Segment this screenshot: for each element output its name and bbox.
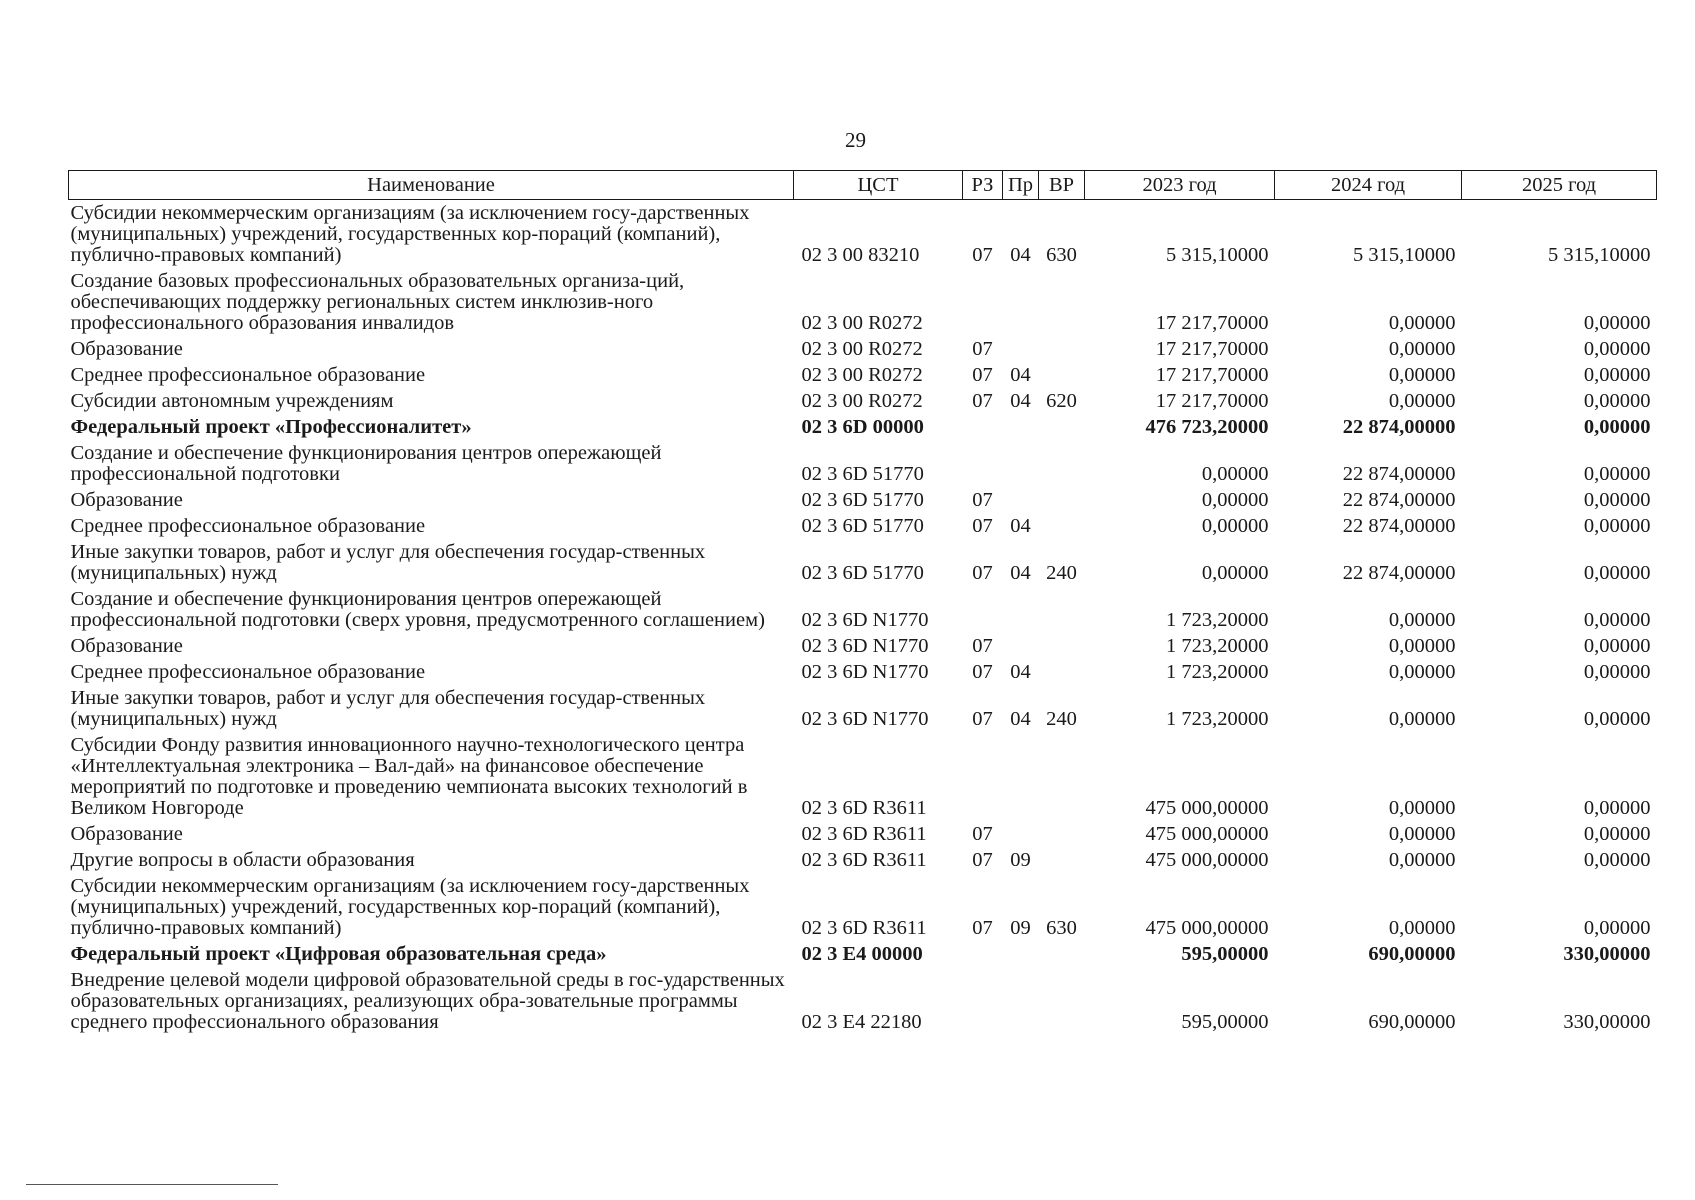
table-header-row xyxy=(69,171,1657,200)
cell-pr xyxy=(1003,336,1039,362)
table-row xyxy=(69,200,1657,269)
cell-2023: 475 000,00000 xyxy=(1145,823,1269,845)
cell-2023: 0,00000 xyxy=(1201,463,1269,485)
cell-rz xyxy=(963,732,1003,821)
cell-pr: 09 xyxy=(1010,849,1031,871)
cell-2025: 330,00000 xyxy=(1563,943,1651,965)
cell-pr: 04 xyxy=(1010,364,1031,386)
cell-cst: 02 3 6D N1770 xyxy=(801,609,929,631)
header-2024: 2024 год xyxy=(1275,171,1462,200)
cell-2024: 0,00000 xyxy=(1388,823,1456,845)
cell-2023: 595,00000 xyxy=(1181,943,1269,965)
cell-vr xyxy=(1039,941,1085,967)
cell-2024: 0,00000 xyxy=(1388,609,1456,631)
cell-2023: 475 000,00000 xyxy=(1145,797,1269,819)
cell-pr xyxy=(1003,732,1039,821)
cell-2023: 0,00000 xyxy=(1201,489,1269,511)
cell-cst: 02 3 E4 00000 xyxy=(801,943,923,965)
cell-cst: 02 3 00 R0272 xyxy=(801,312,923,334)
cell-rz: 07 xyxy=(972,917,993,939)
header-2025: 2025 год xyxy=(1462,171,1657,200)
cell-rz: 07 xyxy=(972,661,993,683)
cell-2025: 0,00000 xyxy=(1583,849,1651,871)
cell-vr xyxy=(1039,586,1085,633)
table-row xyxy=(69,414,1657,440)
cell-2023: 595,00000 xyxy=(1181,1011,1269,1033)
cell-rz xyxy=(963,967,1003,1035)
cell-rz: 07 xyxy=(972,244,993,266)
cell-pr xyxy=(1003,633,1039,659)
cell-pr: 04 xyxy=(1010,390,1031,412)
table-row xyxy=(69,362,1657,388)
cell-vr: 630 xyxy=(1046,244,1077,266)
cell-rz xyxy=(963,440,1003,487)
table-row xyxy=(69,539,1657,586)
cell-cst: 02 3 6D N1770 xyxy=(801,661,929,683)
table-row xyxy=(69,440,1657,487)
cell-2025: 0,00000 xyxy=(1583,635,1651,657)
cell-2024: 22 874,00000 xyxy=(1342,463,1456,485)
cell-2025: 0,00000 xyxy=(1583,917,1651,939)
cell-rz: 07 xyxy=(972,635,993,657)
cell-vr: 240 xyxy=(1046,562,1077,584)
cell-2025: 0,00000 xyxy=(1583,797,1651,819)
cell-cst: 02 3 6D 51770 xyxy=(801,489,924,511)
cell-pr xyxy=(1003,821,1039,847)
cell-2025: 330,00000 xyxy=(1563,1011,1651,1033)
cell-cst: 02 3 6D 51770 xyxy=(801,515,924,537)
cell-rz: 07 xyxy=(972,390,993,412)
table-row xyxy=(69,941,1657,967)
cell-rz xyxy=(963,414,1003,440)
cell-cst: 02 3 6D N1770 xyxy=(801,708,929,730)
cell-vr xyxy=(1039,633,1085,659)
cell-vr: 620 xyxy=(1046,390,1077,412)
cell-name: Иные закупки товаров, работ и услуг для обеспечения государ-ственных (муниципальных) нужд xyxy=(70,541,706,584)
cell-rz xyxy=(963,941,1003,967)
cell-2025: 0,00000 xyxy=(1583,338,1651,360)
table-row xyxy=(69,586,1657,633)
cell-2025: 0,00000 xyxy=(1583,364,1651,386)
table-row xyxy=(69,821,1657,847)
cell-pr: 04 xyxy=(1010,515,1031,537)
cell-vr xyxy=(1039,414,1085,440)
cell-cst: 02 3 6D R3611 xyxy=(801,823,927,845)
cell-cst: 02 3 6D N1770 xyxy=(801,635,929,657)
cell-2023: 1 723,20000 xyxy=(1166,609,1269,631)
cell-name: Среднее профессиональное образование xyxy=(70,364,426,386)
cell-rz: 07 xyxy=(972,562,993,584)
cell-2023: 17 217,70000 xyxy=(1155,390,1269,412)
cell-2025: 0,00000 xyxy=(1583,562,1651,584)
cell-vr xyxy=(1039,967,1085,1035)
table-row xyxy=(69,847,1657,873)
cell-rz: 07 xyxy=(972,364,993,386)
cell-2023: 1 723,20000 xyxy=(1166,635,1269,657)
table-row xyxy=(69,873,1657,941)
cell-rz: 07 xyxy=(972,338,993,360)
cell-2025: 0,00000 xyxy=(1583,515,1651,537)
cell-2025: 0,00000 xyxy=(1583,609,1651,631)
cell-name: Субсидии Фонду развития инновационного научно-технологического центра «Интеллектуальная электроника – Вал-дай» на финансовое обеспечение мероприятий по подготовке и проведению чемпионата высоких технологий в Великом Новгороде xyxy=(70,734,748,819)
footer-rule xyxy=(26,1184,278,1185)
table-row xyxy=(69,659,1657,685)
header-2023: 2023 год xyxy=(1085,171,1275,200)
cell-pr: 09 xyxy=(1010,917,1031,939)
cell-2024: 0,00000 xyxy=(1388,849,1456,871)
cell-name: Образование xyxy=(70,338,183,360)
cell-vr xyxy=(1039,513,1085,539)
cell-2025: 0,00000 xyxy=(1583,661,1651,683)
cell-rz: 07 xyxy=(972,708,993,730)
cell-cst: 02 3 00 R0272 xyxy=(801,338,923,360)
cell-name: Среднее профессиональное образование xyxy=(70,515,426,537)
cell-name: Создание базовых профессиональных образовательных организа-ций, обеспечивающих поддержку региональных систем инклюзив-ного профессионального образования инвалидов xyxy=(70,270,685,334)
cell-name: Субсидии автономным учреждениям xyxy=(70,390,394,412)
table-row xyxy=(69,268,1657,336)
cell-2024: 22 874,00000 xyxy=(1342,416,1456,438)
cell-2024: 0,00000 xyxy=(1388,338,1456,360)
cell-pr: 04 xyxy=(1010,244,1031,266)
cell-2023: 475 000,00000 xyxy=(1145,917,1269,939)
cell-2023: 0,00000 xyxy=(1201,515,1269,537)
header-vr: ВР xyxy=(1039,171,1085,200)
table-row xyxy=(69,487,1657,513)
cell-2025: 5 315,10000 xyxy=(1548,244,1651,266)
cell-2023: 1 723,20000 xyxy=(1166,661,1269,683)
cell-vr: 240 xyxy=(1046,708,1077,730)
cell-2023: 0,00000 xyxy=(1201,562,1269,584)
cell-vr xyxy=(1039,336,1085,362)
cell-vr xyxy=(1039,659,1085,685)
cell-name: Субсидии некоммерческим организациям (за исключением госу-дарственных (муниципальных) учреждений, государственных кор-пораций (компаний), публично-правовых компаний) xyxy=(70,875,750,939)
cell-cst: 02 3 00 R0272 xyxy=(801,390,923,412)
cell-2023: 17 217,70000 xyxy=(1155,312,1269,334)
cell-cst: 02 3 6D 51770 xyxy=(801,463,924,485)
cell-rz: 07 xyxy=(972,515,993,537)
cell-vr xyxy=(1039,362,1085,388)
cell-2025: 0,00000 xyxy=(1583,708,1651,730)
cell-cst: 02 3 6D R3611 xyxy=(801,797,927,819)
cell-2025: 0,00000 xyxy=(1583,489,1651,511)
cell-name: Иные закупки товаров, работ и услуг для обеспечения государ-ственных (муниципальных) нужд xyxy=(70,687,706,730)
cell-2023: 1 723,20000 xyxy=(1166,708,1269,730)
cell-pr xyxy=(1003,414,1039,440)
cell-2025: 0,00000 xyxy=(1583,312,1651,334)
cell-name: Образование xyxy=(70,823,183,845)
cell-name: Другие вопросы в области образования xyxy=(70,849,415,871)
cell-vr xyxy=(1039,821,1085,847)
cell-cst: 02 3 6D R3611 xyxy=(801,849,927,871)
cell-name: Создание и обеспечение функционирования центров опережающей профессиональной подготовки xyxy=(70,442,662,485)
cell-2024: 690,00000 xyxy=(1368,1011,1456,1033)
table-row xyxy=(69,513,1657,539)
cell-2024: 0,00000 xyxy=(1388,917,1456,939)
cell-2023: 475 000,00000 xyxy=(1145,849,1269,871)
cell-rz: 07 xyxy=(972,823,993,845)
cell-pr: 04 xyxy=(1010,708,1031,730)
cell-2023: 476 723,20000 xyxy=(1145,416,1269,438)
cell-2023: 17 217,70000 xyxy=(1155,338,1269,360)
header-name: Наименование xyxy=(69,171,794,200)
table-row xyxy=(69,732,1657,821)
cell-2024: 690,00000 xyxy=(1368,943,1456,965)
cell-pr xyxy=(1003,268,1039,336)
cell-2024: 0,00000 xyxy=(1388,708,1456,730)
cell-2024: 22 874,00000 xyxy=(1342,562,1456,584)
cell-2023: 17 217,70000 xyxy=(1155,364,1269,386)
cell-2024: 22 874,00000 xyxy=(1342,515,1456,537)
table-row xyxy=(69,967,1657,1035)
header-cst: ЦСТ xyxy=(794,171,963,200)
cell-2024: 0,00000 xyxy=(1388,312,1456,334)
table-row xyxy=(69,388,1657,414)
cell-name: Среднее профессиональное образование xyxy=(70,661,426,683)
cell-rz: 07 xyxy=(972,489,993,511)
cell-2023: 5 315,10000 xyxy=(1166,244,1269,266)
cell-2024: 0,00000 xyxy=(1388,390,1456,412)
cell-vr: 630 xyxy=(1046,917,1077,939)
cell-pr: 04 xyxy=(1010,562,1031,584)
table-row xyxy=(69,633,1657,659)
cell-cst: 02 3 6D 00000 xyxy=(801,416,924,438)
cell-cst: 02 3 6D 51770 xyxy=(801,562,924,584)
cell-name: Образование xyxy=(70,635,183,657)
cell-name: Субсидии некоммерческим организациям (за исключением госу-дарственных (муниципальных) учреждений, государственных кор-пораций (компаний), публично-правовых компаний) xyxy=(70,202,750,266)
cell-2024: 0,00000 xyxy=(1388,364,1456,386)
cell-pr xyxy=(1003,440,1039,487)
cell-rz: 07 xyxy=(972,849,993,871)
cell-pr xyxy=(1003,967,1039,1035)
table-row xyxy=(69,685,1657,732)
cell-name: Федеральный проект «Профессионалитет» xyxy=(70,416,472,438)
cell-cst: 02 3 00 R0272 xyxy=(801,364,923,386)
header-pr: Пр xyxy=(1003,171,1039,200)
table-row xyxy=(69,336,1657,362)
cell-2025: 0,00000 xyxy=(1583,463,1651,485)
budget-table xyxy=(68,170,1657,1035)
cell-2024: 22 874,00000 xyxy=(1342,489,1456,511)
cell-pr xyxy=(1003,586,1039,633)
cell-2024: 5 315,10000 xyxy=(1353,244,1456,266)
cell-name: Образование xyxy=(70,489,183,511)
cell-2024: 0,00000 xyxy=(1388,661,1456,683)
header-rz: РЗ xyxy=(963,171,1003,200)
cell-2025: 0,00000 xyxy=(1583,416,1651,438)
cell-name: Создание и обеспечение функционирования центров опережающей профессиональной подготовки (сверх уровня, предусмотренного соглашением) xyxy=(70,588,765,631)
cell-pr: 04 xyxy=(1010,661,1031,683)
cell-name: Внедрение целевой модели цифровой образовательной среды в гос-ударственных образовательных организациях, реализующих обра-зовательные программы среднего профессионального образования xyxy=(70,969,785,1033)
cell-rz xyxy=(963,268,1003,336)
cell-pr xyxy=(1003,941,1039,967)
cell-vr xyxy=(1039,440,1085,487)
cell-vr xyxy=(1039,847,1085,873)
cell-vr xyxy=(1039,487,1085,513)
cell-2025: 0,00000 xyxy=(1583,823,1651,845)
cell-cst: 02 3 00 83210 xyxy=(801,244,920,266)
cell-pr xyxy=(1003,487,1039,513)
cell-2025: 0,00000 xyxy=(1583,390,1651,412)
table-body xyxy=(69,200,1657,1036)
cell-2024: 0,00000 xyxy=(1388,797,1456,819)
cell-vr xyxy=(1039,732,1085,821)
cell-cst: 02 3 E4 22180 xyxy=(801,1011,922,1033)
page-number: 29 xyxy=(845,128,866,152)
cell-rz xyxy=(963,586,1003,633)
cell-name: Федеральный проект «Цифровая образовательная среда» xyxy=(70,943,607,965)
cell-2024: 0,00000 xyxy=(1388,635,1456,657)
cell-cst: 02 3 6D R3611 xyxy=(801,917,927,939)
cell-vr xyxy=(1039,268,1085,336)
